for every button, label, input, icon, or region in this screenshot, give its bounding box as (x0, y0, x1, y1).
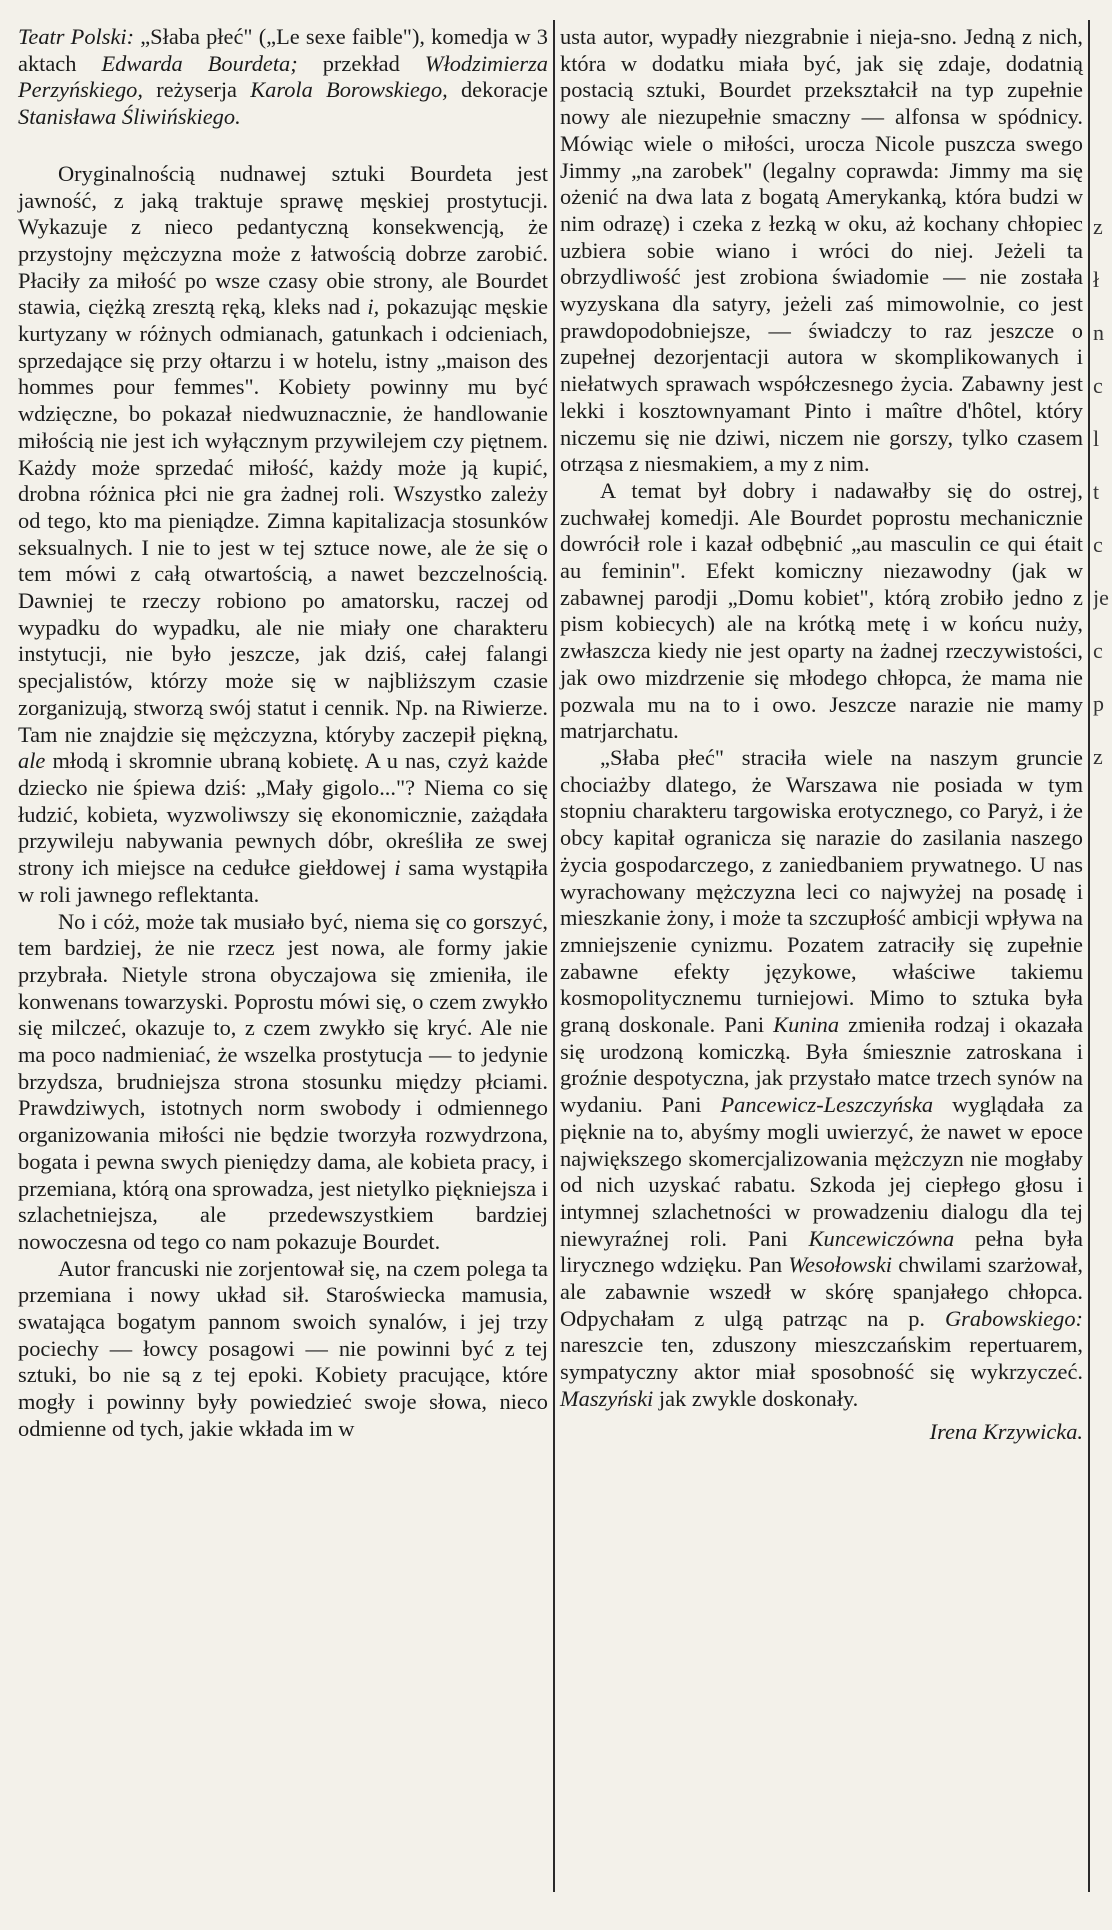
paragraph: „Słaba płeć" straciła wiele na naszym gruncie chociażby dlatego, że Warszawa nie posiada w tym stopniu charakteru targowiska erotycznego, co Paryż, i że obcy kapitał ogranicza się narazie do zasilania naszego życia gospodarczego, z zaniedbaniem prywatnego. U nas wyrachowany mężczyzna leci co najwyżej na posadę i mieszkanie żony, i może ta szczupłość ambicji wpływa na zmniejszenie cynizmu. Pozatem zatraciły się zupełnie zabawne efekty językowe, właściwe takiemu kosmopolitycznemu turniejowi. Mimo to sztuka była graną doskonale. Pani Kunina zmieniła rodzaj i okazała się urodzoną komiczką. Była śmiesznie zatroskana i groźnie despotyczna, jak przystało matce trzech synów na wydaniu. Pani Pancewicz-Leszczyńska wyglądała za pięknie na to, abyśmy mogli uwierzyć, że nawet w epoce największego skomercjalizowania mężczyzn nie mogłaby od nich uzyskać rabatu. Szkoda jej ciepłego głosu i intymnej szlachetności w prowadzeniu dialogu dla tej niewyraźnej roli. Pani Kuncewiczówna pełna była lirycznego wdzięku. Pan Wesołowski chwilami szarżował, ale zabawnie wszedł w skórę spanjałego chłopca. Odpychałam z ulgą patrząc na p. Grabowskiego: nareszcie ten, zduszony mieszczańskim repertuarem, sympatyczny aktor miał sposobność się wykrzyczeć. Maszyński jak zwykle doskonały. (560, 744, 1083, 1411)
translator-name: Włodzimierza Perzyńskiego, (18, 50, 548, 103)
paragraph: Autor francuski nie zorjentował się, na czem polega ta przemiana i nowy układ sił. Staroświecka mamusia, swatająca bogatym pannom swoich synalów, i jej trzy pociechy — łowcy posagowi — nie powinni być z tej sztuki, bo nie są z tej epoki. Kobiety pracujące, które mogły i powinny były powiedzieć swoje słowa, nieco odmienne od tych, jakie wkłada im w (18, 1255, 548, 1441)
adjacent-column-fragment: z ł n c l t c je c p z (1093, 214, 1109, 769)
paragraph: usta autor, wypadły niezgrabnie i nieja-sno. Jedną z nich, która w dodatku miała być, jak się zdaje, dodatnią postacią sztuki, Bourdet przekształcił na typ zupełnie nowy ale niezupełnie smaczny — alfonsa w spódnicy. Mówiąc wiele o miłości, urocza Nicole puszcza swego Jimmy „na zarobek" (legalny coprawda: Jimmy ma się ożenić na dwa lata z bogatą Amerykanką, która budzi w nim odrazę) i czeka z łezką w oku, aż kochany chłopiec uzbiera sobie wiano i wróci do niej. Jeżeli ta obrzydliwość jest zrobiona świadomie — nie została wyzyskana dla satyry, jeżeli zaś mimowolnie, co jest prawdopodobniejsze, — świadczy to raz jeszcze o zupełnej dezorjentacji autora w skomplikowanych i niełatwych sprawach współczesnego życia. Zabawny jest lekki i kosztownyamant Pinto i maître d'hôtel, który niczemu się nie dziwi, niczem nie gorszy, tylko czasem otrząsa z niesmakiem, a my z nim. (560, 24, 1083, 477)
author-signature: Irena Krzywicka. (929, 1418, 1083, 1444)
review-header: Teatr Polski: „Słaba płeć" („Le sexe faible"), komedja w 3 aktach Edwarda Bourdeta; przekład Włodzimierza Perzyńskiego, reżyserja Karola Borowskiego, dekoracje Stanisława Śliwińskiego. (18, 24, 548, 130)
paragraph: A temat był dobry i nadawałby się do ostrej, zuchwałej komedji. Ale Bourdet poprostu mechanicznie dowrócił role i kazał odbębnić „au masculin ce qui était au feminin". Efekt komiczny niezawodny (jak w zabawnej parodji „Domu kobiet", którą zrobiło jedno z pism kobiecych) ale na krótką metę i w końcu nuży, zwłaszcza kiedy nie jest oparty na żadnej rzeczywistości, jak owo mizdrzenie się młodego chłopca, że mama nie pozwala mu na to i owo. Jeszcze narazie nie mamy matrjarchatu. (560, 477, 1083, 744)
right-column (560, 24, 1083, 1445)
left-column (18, 24, 548, 1443)
venue: Teatr Polski: (18, 24, 135, 49)
director-name: Karola Borowskiego, (250, 77, 448, 103)
column-divider (553, 20, 555, 1892)
right-margin-rule (1088, 20, 1090, 1892)
paragraph: Oryginalnością nudnawej sztuki Bourdeta jest jawność, z jaką traktuje sprawę męskiej prostytucji. Wykazuje z nieco pedantyczną konsekwencją, że przystojny mężczyzna może z łatwością dobrze zarobić. Płaciły za miłość po wsze czasy obie strony, ale Bourdet stawia, ciężką zresztą ręką, kleks nad i, pokazując męskie kurtyzany w różnych odmianach, gatunkach i odcieniach, sprzedające się przy ołtarzu i w hotelu, istny „maison des hommes pour femmes". Kobiety powinny mu być wdzięczne, bo pokazał niedwuznacznie, że handlowanie miłością nie jest ich wyłącznym przywilejem czy piętnem. Każdy może sprzedać miłość, każdy może ją kupić, drobna różnica płci nie gra żadnej roli. Wszystko zależy od tego, kto ma pieniądze. Zimna kapitalizacja stosunków seksualnych. I nie to jest w tej sztuce nowe, ale że się o tem mówi z całą otwartością, a nawet bezczelnością. Dawniej te rzeczy robiono po amatorsku, raczej od wypadku do wypadku, ale nie miały one charakteru instytucji, nie było jeszcze, jak dziś, całej falangi specjalistów, którzy może się w najbliższym czasie zorganizują, stworzą swój statut i cennik. Np. na Riwierze. Tam nie znajdzie się mężczyzna, któryby zaczepił piękną, ale młodą i skromnie ubraną kobietę. A u nas, czyż każde dziecko nie śpiewa dziś: „Mały gigolo..."? Niema co się łudzić, kobieta, wyzwoliwszy się ekonomicznie, zażądała przywileju nabywania pewnych dóbr, określiła ze swej strony ich miejsce na cedułce giełdowej i sama wystąpiła w roli jawnego reflektanta. (18, 160, 548, 907)
paragraph: No i cóż, może tak musiało być, niema się co gorszyć, tem bardziej, że nie rzecz jest nowa, ale formy jakie przybrała. Nietyle strona obyczajowa się zmieniła, ile konwenans towarzyski. Poprostu mówi się, o czem zwykło się milczeć, okazuje to, z czem zwykło się kryć. Ale nie ma poco nadmieniać, że wszelka prostytucja — to jedynie brzydsza, brudniejsza strona stosunku między płciami. Prawdziwych, istotnych norm swobody i odmiennego organizowania miłości nie będzie tworzyła rozwydrzona, bogata i pewna swych pieniędzy dama, ale kobieta pracy, i przemiana, którą ona sprowadza, jest nietylko piękniejsza i szlachetniejsza, ale przedewszystkiem bardziej nowoczesna od tego co nam pokazuje Bourdet. (18, 908, 548, 1254)
author-name: Edwarda Bourdeta; (101, 50, 298, 76)
designer-name: Stanisława Śliwińskiego. (18, 104, 241, 130)
